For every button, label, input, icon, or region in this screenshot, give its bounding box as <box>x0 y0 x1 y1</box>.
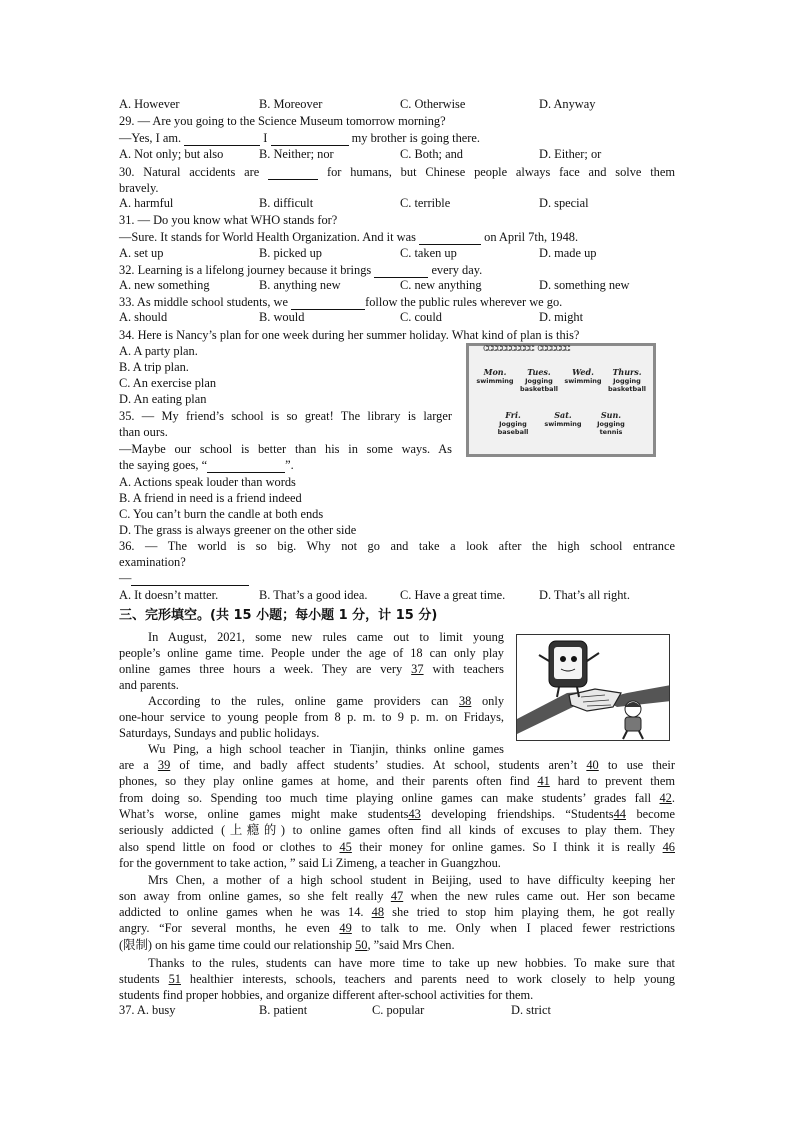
passage-p1-line3: online games three hours a week. They are very 37 with teachers <box>119 662 504 676</box>
passage-p3-line8: for the government to take action, ” said Li Zimeng, a teacher in Guangzhou. <box>119 856 501 870</box>
q37-option-c: C. popular <box>372 1003 425 1017</box>
calendar-day-mon: Mon. swimming <box>476 367 514 385</box>
q30-option-a: A. harmful <box>119 196 174 210</box>
passage-p2-line1: According to the rules, online game providers can 38 only <box>148 694 504 708</box>
blank-47: 47 <box>390 889 404 903</box>
q36-blank <box>131 573 249 586</box>
passage-p4-line5: (限制) on his game time could our relationship 50, ”said Mrs Chen. <box>119 938 455 952</box>
q36-stem-line1: 36. — The world is so big. Why not go and take a look after the high school entrance <box>119 539 675 553</box>
q34-option-b: B. A trip plan. <box>119 360 189 374</box>
calendar-day-thurs: Thurs. Jogging basketball <box>607 367 647 393</box>
q32-blank <box>374 265 428 278</box>
calendar-day-tues: Tues. Jogging basketball <box>519 367 559 393</box>
q36-reply <box>119 570 249 586</box>
q34-option-a: A. A party plan. <box>119 344 198 358</box>
q29-blank-1 <box>184 133 260 146</box>
q36-stem-line2: examination? <box>119 555 186 569</box>
q34-option-d: D. An eating plan <box>119 392 207 406</box>
q29-option-a: A. Not only; but also <box>119 147 224 161</box>
q33-stem-a: 33. As middle school students, we <box>119 295 288 309</box>
q33-stem-b: follow the public rules wherever we go. <box>365 295 563 309</box>
blank-46: 46 <box>662 840 675 854</box>
q37-option-a: 37. A. busy <box>119 1003 176 1017</box>
q33-option-c: C. could <box>400 310 442 324</box>
q31-stem: 31. — Do you know what WHO stands for? <box>119 213 338 227</box>
q30-option-b: B. difficult <box>259 196 314 210</box>
calendar-day-sat: Sat. swimming <box>544 410 582 428</box>
q35-reply-a: the saying goes, “ <box>119 458 208 472</box>
q35-reply-line2 <box>119 457 294 473</box>
passage-p5-line2: students 51 healthier interests, schools, teachers and parents need to work closely to help young <box>119 972 675 986</box>
q30-stem-a: 30. Natural accidents are <box>119 165 260 179</box>
passage-p1-line1: In August, 2021, some new rules came out to limit young <box>148 630 504 644</box>
q35-stem-line2: than ours. <box>119 425 168 439</box>
calendar-day-fri: Fri. Jogging baseball <box>497 410 529 436</box>
blank-37: 37 <box>411 662 424 676</box>
blank-44: 44 <box>613 807 626 821</box>
q35-stem-line1: 35. — My friend’s school is so great! The library is larger <box>119 409 452 423</box>
q35-option-a: A. Actions speak louder than words <box>119 475 296 489</box>
q29-reply-c: my brother is going there. <box>351 131 481 145</box>
passage-p3-line5: What’s worse, online games might make students43 developing friendships. “Students44 become <box>119 807 675 821</box>
q30-stem-end: bravely. <box>119 181 159 195</box>
passage-p3-line6: seriously addicted (上瘾的) to online games often find all kinds of excuses to play them. They <box>119 823 675 837</box>
q32-option-c: C. new anything <box>400 278 482 292</box>
passage-p3-line1: Wu Ping, a high school teacher in Tianjin, thinks online games <box>148 742 504 756</box>
passage-p3-line3: phones, so they play online games at home, and their parents often find 41 hard to prevent them <box>119 774 675 788</box>
q37-option-b: B. patient <box>259 1003 308 1017</box>
q35-reply-b: ”. <box>285 458 294 472</box>
passage-p5-line3: students find proper hobbies, and organize different after-school activities for them. <box>119 988 534 1002</box>
blank-40: 40 <box>586 758 599 772</box>
calendar-day-sun: Sun. Jogging tennis <box>597 410 625 436</box>
passage-p1-line2: people’s online game time. People under the age of 18 can only play <box>119 646 504 660</box>
passage-p3-line2: are a 39 of time, and badly affect students’ studies. At school, students aren’t 40 to use their <box>119 758 675 772</box>
q29-blank-2 <box>271 133 349 146</box>
q29-stem: 29. — Are you going to the Science Museum tomorrow morning? <box>119 114 446 128</box>
blank-50: 50 <box>355 938 368 952</box>
q32-option-a: A. new something <box>119 278 210 292</box>
q35-blank <box>207 460 285 473</box>
q33-option-a: A. should <box>119 310 168 324</box>
q31-reply-a: —Sure. It stands for World Health Organization. And it was <box>119 230 416 244</box>
q31-option-a: A. set up <box>119 246 164 260</box>
q36-option-c: C. Have a great time. <box>400 588 506 602</box>
passage-p2-line2: one-hour service to young people from 8 p. m. to 9 p. m. on Fridays, <box>119 710 504 724</box>
q35-reply-line1: —Maybe our school is better than his in some ways. As <box>119 442 452 456</box>
q31-option-d: D. made up <box>539 246 597 260</box>
q29-option-b: B. Neither; nor <box>259 147 334 161</box>
blank-39: 39 <box>157 758 171 772</box>
q35-option-b: B. A friend in need is a friend indeed <box>119 491 302 505</box>
blank-38: 38 <box>458 694 472 708</box>
passage-p4-line2: son away from online games, so she felt really 47 when the new rules came out. Her son became <box>119 889 675 903</box>
passage-p4-line3: addicted to online games when he was 14. 48 she tried to stop him playing them, he got really <box>119 905 675 919</box>
q33-blank <box>291 297 365 310</box>
q30-option-c: C. terrible <box>400 196 451 210</box>
q31-option-b: B. picked up <box>259 246 322 260</box>
q32-stem-a: 32. Learning is a lifelong journey because it brings <box>119 263 372 277</box>
q34-option-c: C. An exercise plan <box>119 376 217 390</box>
q32-option-b: B. anything new <box>259 278 341 292</box>
q35-option-c: C. You can’t burn the candle at both ends <box>119 507 324 521</box>
q31-reply <box>119 229 578 245</box>
passage-p3-line4: from doing so. Spending too much time playing online games can make students’ grades fall 42. <box>119 791 675 805</box>
blank-45: 45 <box>339 840 352 854</box>
q34-stem: 34. Here is Nancy’s plan for one week during her summer holiday. What kind of plan is this? <box>119 328 580 342</box>
q32-stem-b: every day. <box>431 263 483 277</box>
passage-p5-line1: Thanks to the rules, students can have more time to take up new hobbies. To make sure that <box>148 956 675 970</box>
q28-option-c: C. Otherwise <box>400 97 466 111</box>
q33-stem <box>119 294 562 310</box>
q36-option-b: B. That’s a good idea. <box>259 588 368 602</box>
weekly-plan-calendar <box>466 343 656 457</box>
q36-dash: — <box>119 571 132 585</box>
q30-option-d: D. special <box>539 196 589 210</box>
q32-option-d: D. something new <box>539 278 630 292</box>
cartoon-illustration <box>517 635 670 741</box>
q33-option-d: D. might <box>539 310 584 324</box>
blank-43: 43 <box>408 807 421 821</box>
q32-stem <box>119 262 482 278</box>
q36-option-a: A. It doesn’t matter. <box>119 588 219 602</box>
q30-stem-b: for humans, but Chinese people always face and solve them <box>326 165 675 179</box>
q31-reply-b: on April 7th, 1948. <box>484 230 579 244</box>
q31-blank <box>419 232 481 245</box>
section-heading: 三、完形填空。(共 15 小题；每小题 1 分，计 15 分) <box>119 608 438 623</box>
q31-option-c: C. taken up <box>400 246 457 260</box>
q30-stem <box>119 164 675 180</box>
blank-41: 41 <box>537 774 550 788</box>
passage-p2-line3: Saturdays, Sundays and public holidays. <box>119 726 320 740</box>
q29-reply <box>119 130 480 146</box>
q29-option-d: D. Either; or <box>539 147 602 161</box>
q29-reply-b: I <box>263 131 268 145</box>
q28-option-b: B. Moreover <box>259 97 323 111</box>
passage-p4-line1: Mrs Chen, a mother of a high school student in Beijing, used to have difficulty keeping her <box>148 873 675 887</box>
passage-p3-line7: also spend little on food or clothes to 45 their money for online games. So I think it is really 46 <box>119 840 675 854</box>
q35-option-d: D. The grass is always greener on the other side <box>119 523 357 537</box>
passage-p4-line4: angry. “For several months, he even 49 to talk to me. Only when I placed fewer restrictions <box>119 921 675 935</box>
q28-option-d: D. Anyway <box>539 97 596 111</box>
blank-42: 42 <box>659 791 672 805</box>
q29-reply-a: —Yes, I am. <box>119 131 182 145</box>
cartoon-handshake-phone <box>516 634 670 741</box>
q29-option-c: C. Both; and <box>400 147 463 161</box>
q30-blank <box>268 167 318 180</box>
blank-51: 51 <box>168 972 181 986</box>
q36-option-d: D. That’s all right. <box>539 588 630 602</box>
q28-option-a: A. However <box>119 97 180 111</box>
calendar-day-wed: Wed. swimming <box>564 367 602 385</box>
calendar-rings: ⵛⵛⵛⵛⵛⵛⵛⵛⵛⵛⵛ ⵛⵛⵛⵛⵛⵛⵛ <box>483 344 570 353</box>
blank-48: 48 <box>371 905 385 919</box>
q37-option-d: D. strict <box>511 1003 551 1017</box>
passage-p1-line4: and parents. <box>119 678 179 692</box>
q33-option-b: B. would <box>259 310 305 324</box>
blank-49: 49 <box>339 921 352 935</box>
